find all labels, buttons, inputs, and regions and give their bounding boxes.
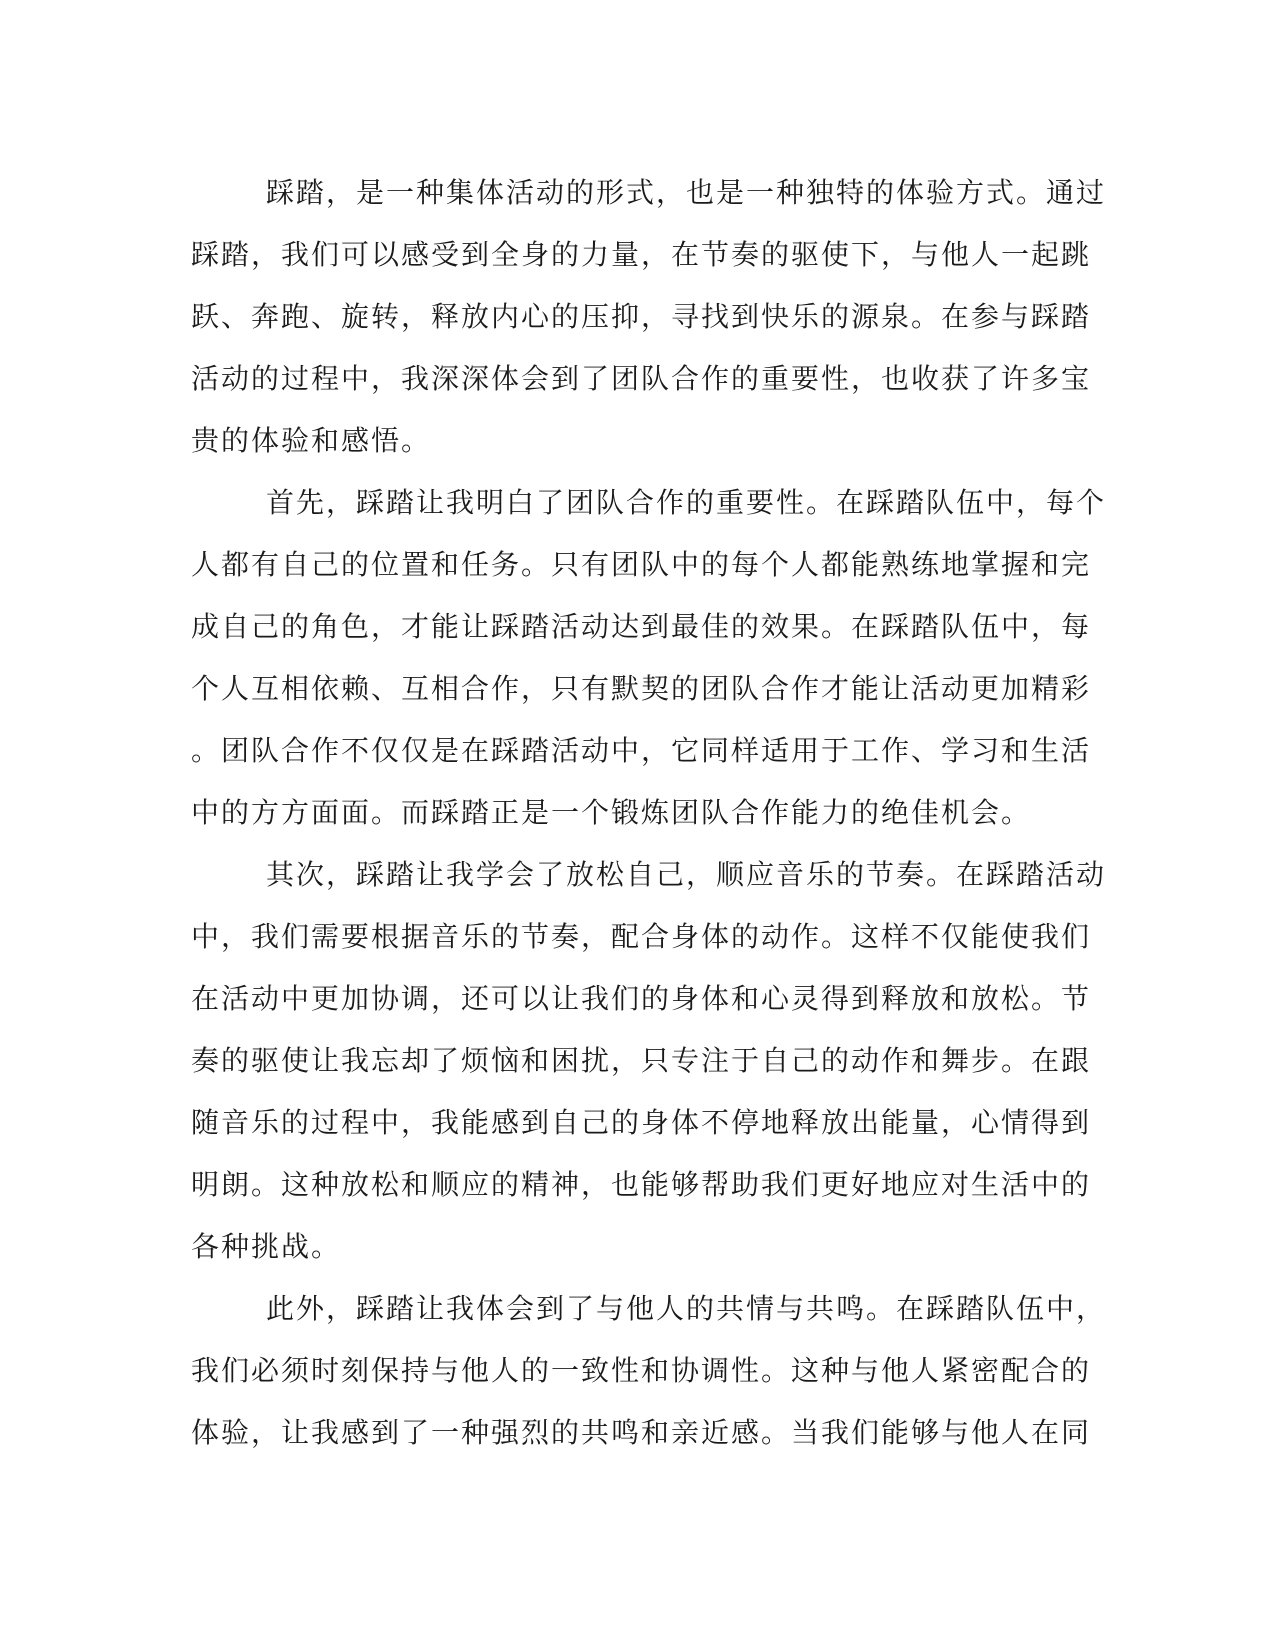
- text-line: 各种挑战。: [191, 1230, 342, 1263]
- text-line: 个人互相依赖、互相合作，只有默契的团队合作才能让活动更加精彩: [191, 672, 1092, 705]
- text-line: 明朗。这种放松和顺应的精神，也能够帮助我们更好地应对生活中的: [191, 1168, 1092, 1201]
- text-line: 此外，踩踏让我体会到了与他人的共情与共鸣。在踩踏队伍中，: [266, 1292, 1107, 1325]
- text-line: 随音乐的过程中，我能感到自己的身体不停地释放出能量，心情得到: [191, 1106, 1092, 1139]
- text-line: 奏的驱使让我忘却了烦恼和困扰，只专注于自己的动作和舞步。在跟: [191, 1044, 1092, 1077]
- text-line: 其次，踩踏让我学会了放松自己，顺应音乐的节奏。在踩踏活动: [266, 858, 1107, 891]
- text-line: 跃、奔跑、旋转，释放内心的压抑，寻找到快乐的源泉。在参与踩踏: [191, 300, 1092, 333]
- paragraph-2: [191, 472, 1107, 844]
- text-line: 人都有自己的位置和任务。只有团队中的每个人都能熟练地掌握和完: [191, 548, 1092, 581]
- paragraph-3: [191, 844, 1107, 1278]
- paragraph-4: [191, 1278, 1107, 1464]
- text-line: 中，我们需要根据音乐的节奏，配合身体的动作。这样不仅能使我们: [191, 920, 1092, 953]
- text-line: 我们必须时刻保持与他人的一致性和协调性。这种与他人紧密配合的: [191, 1354, 1092, 1387]
- text-line: 贵的体验和感悟。: [191, 424, 432, 457]
- text-line: 中的方方面面。而踩踏正是一个锻炼团队合作能力的绝佳机会。: [191, 796, 1032, 829]
- paragraph-1: [191, 162, 1107, 472]
- text-line: 在活动中更加协调，还可以让我们的身体和心灵得到释放和放松。节: [191, 982, 1092, 1015]
- text-line: 踩踏，我们可以感受到全身的力量，在节奏的驱使下，与他人一起跳: [191, 238, 1092, 271]
- text-line: 首先，踩踏让我明白了团队合作的重要性。在踩踏队伍中，每个: [266, 486, 1107, 519]
- text-line: 踩踏，是一种集体活动的形式，也是一种独特的体验方式。通过: [266, 176, 1107, 209]
- text-line: 体验，让我感到了一种强烈的共鸣和亲近感。当我们能够与他人在同: [191, 1416, 1092, 1449]
- text-line: 活动的过程中，我深深体会到了团队合作的重要性，也收获了许多宝: [191, 362, 1092, 395]
- essay-body: [191, 162, 1107, 1464]
- text-line: 。团队合作不仅仅是在踩踏活动中，它同样适用于工作、学习和生活: [191, 734, 1092, 767]
- text-line: 成自己的角色，才能让踩踏活动达到最佳的效果。在踩踏队伍中，每: [191, 610, 1092, 643]
